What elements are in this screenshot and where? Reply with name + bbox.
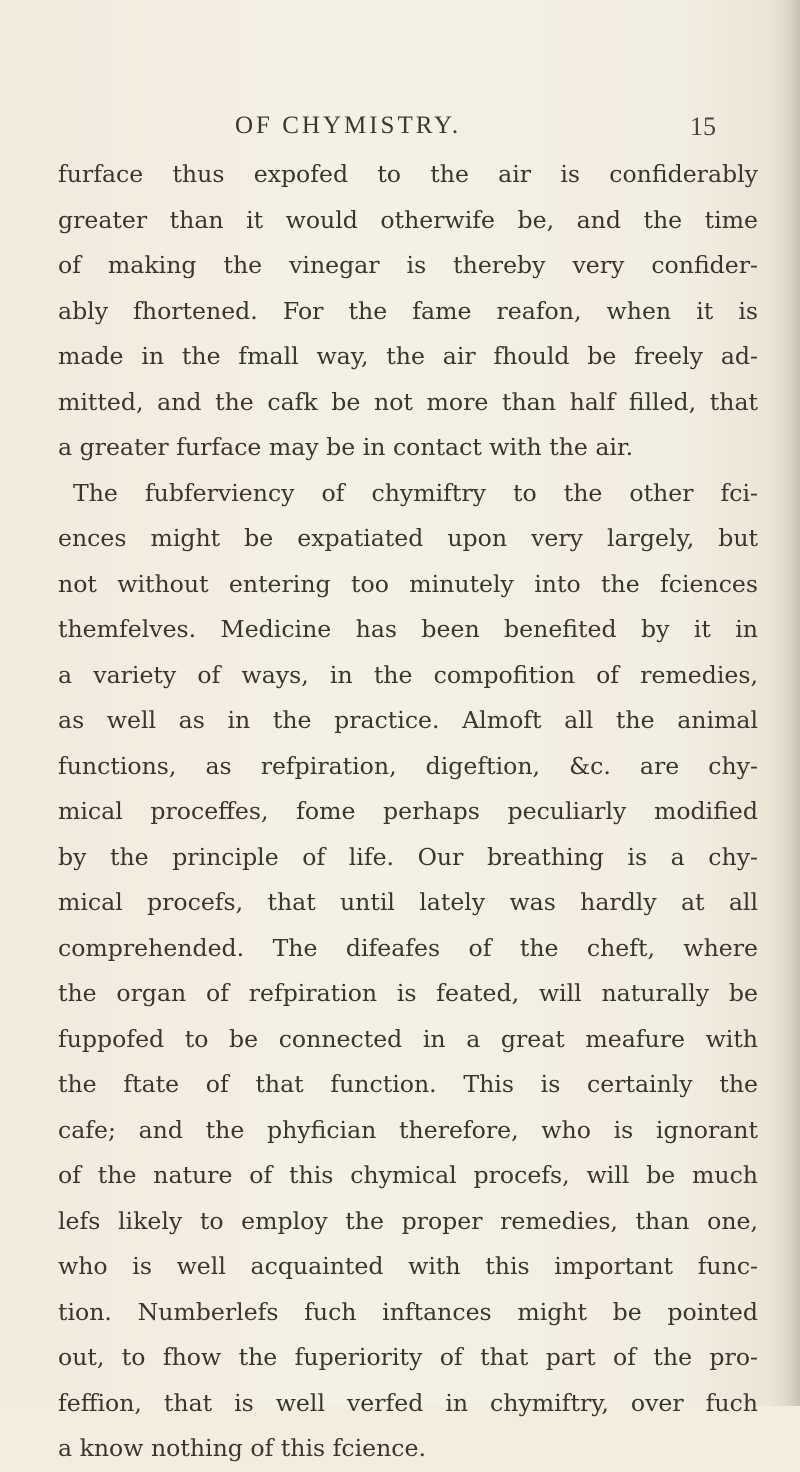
text-line: functions, as refpiration, digeftion, &c. are chy- [58,751,758,780]
text-line: not without entering too minutely into the fciences [58,569,758,598]
text-line: themfelves. Medicine has been benefited by it in [58,615,758,643]
page-number: 15 [690,112,716,141]
running-head: OF CHYMISTRY. [235,112,462,139]
body-text [58,152,758,1472]
page-edge-shadow [772,0,800,1406]
text-line: a know nothing of this fcience. [58,1434,426,1462]
page-header [0,112,800,152]
text-line: fuppofed to be connected in a great meafure with [58,1024,758,1053]
text-line: who is well acquainted with this important func- [58,1252,758,1280]
text-line: mical procefs, that until lately was hardly at all [58,888,758,916]
text-line: a variety of ways, in the compofition of remedies, [58,660,758,689]
text-line: comprehended. The difeafes of the cheft, where [58,933,758,962]
text-line: by the principle of life. Our breathing is a chy- [58,842,758,871]
text-line: a greater furface may be in contact with the air. [58,433,634,461]
text-line: ences might be expatiated upon very largely, but [58,524,758,552]
text-line: tion. Numberlefs fuch inftances might be pointed [58,1297,758,1326]
text-line: of making the vinegar is thereby very confider- [58,251,758,279]
text-line: lefs likely to employ the proper remedies, than one, [58,1206,758,1235]
text-line: of the nature of this chymical procefs, will be much [58,1161,758,1189]
text-line: made in the fmall way, the air fhould be freely ad- [58,342,758,370]
text-line: mical proceffes, fome perhaps peculiarly modified [58,797,758,825]
text-line: greater than it would otherwife be, and the time [58,205,758,234]
text-line: the ftate of that function. This is certainly the [58,1070,758,1098]
text-line: cafe; and the phyfician therefore, who is ignorant [58,1115,758,1144]
text-line: mitted, and the cafk be not more than half filled, that [58,387,758,416]
text-line: out, to fhow the fuperiority of that part of the pro- [58,1343,758,1371]
text-line: ably fhortened. For the fame reafon, when it is [58,296,758,325]
text-line: furface thus expofed to the air is confiderably [58,160,758,188]
text-line: as well as in the practice. Almoft all the animal [58,706,758,734]
text-line: feffion, that is well verfed in chymiftry, over fuch [58,1388,758,1417]
text-line: the organ of refpiration is feated, will naturally be [58,979,758,1007]
text-line: The fubferviency of chymiftry to the other fci- [73,478,758,507]
